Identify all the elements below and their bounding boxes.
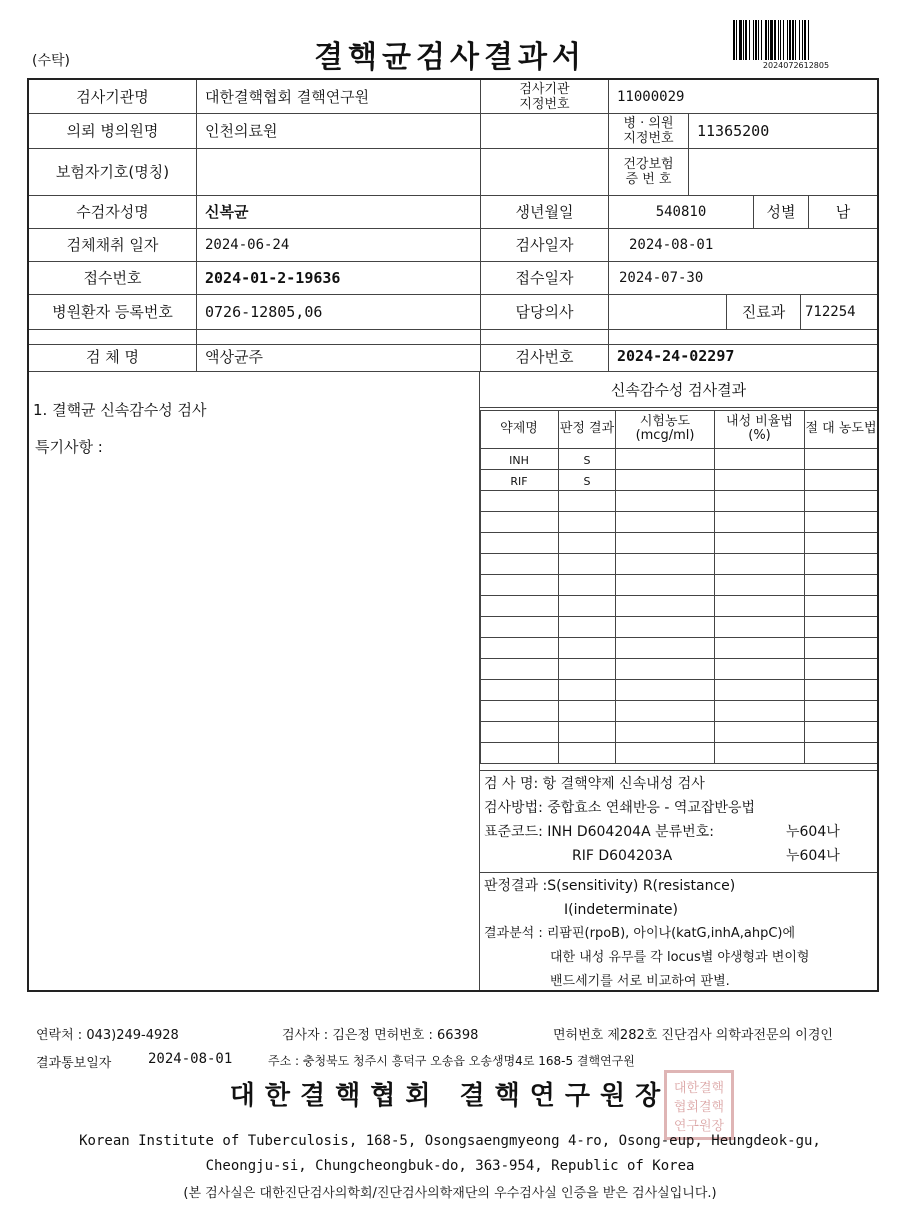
- institution-code-value: 11000029: [617, 88, 685, 105]
- hospital-code-label-line2: 지정번호: [623, 130, 674, 146]
- method-line-2: 검사방법: 중합효소 연쇄반응 - 역교잡반응법: [484, 800, 756, 816]
- english-address-line-1: Korean Institute of Tuberculosis, 168-5, Osongsaengmyeong 4-ro, Osong-eup, Heungdeok-gu,: [79, 1133, 821, 1149]
- institution-label: 검사기관명: [76, 88, 149, 106]
- receipt-number-label: 접수번호: [83, 269, 142, 287]
- result-form: [27, 78, 879, 992]
- remarks-label: 특기사항 :: [35, 437, 103, 456]
- row-1-drug: INH: [509, 453, 529, 467]
- test-title: 1. 결핵균 신속감수성 검사: [33, 400, 207, 419]
- license: 면허번호 제282호 진단검사 의학과전문의 이경인: [553, 1028, 833, 1043]
- doctor-label: 담당의사: [515, 303, 574, 321]
- row-2-result: S: [583, 474, 591, 488]
- hospital-label: 의뢰 병의원명: [66, 122, 159, 140]
- contact: 연락처 : 043)249-4928: [36, 1028, 179, 1043]
- department-label: 진료과: [741, 303, 786, 321]
- interpretation-line-4: 대한 내성 유무를 각 locus별 야생형과 변이형: [550, 950, 810, 965]
- method-line-3-codes: 표준코드: INH D604204A 분류번호:: [484, 824, 714, 840]
- institution-code-label-line2: 지정번호: [519, 96, 570, 112]
- header-test-concentration: 시험농도 (mcg/ml): [635, 414, 695, 443]
- method-line-4-codes: RIF D604203A: [572, 848, 673, 864]
- susceptibility-grid: [480, 410, 877, 768]
- patient-registration-label: 병원환자 등록번호: [52, 303, 173, 321]
- barcode: [732, 20, 860, 60]
- method-line-3-class: 누604나: [786, 824, 840, 840]
- examiner: 검사자 : 김은정 면허번호 : 66398: [282, 1028, 479, 1043]
- notice-date: 2024-08-01: [148, 1051, 233, 1067]
- health-insurance-label-line2: 증 번 호: [625, 171, 672, 187]
- interpretation-line-3: 결과분석 : 리팜핀(rpoB), 아이나(katG,inhA,ahpC)에: [484, 926, 796, 941]
- exam-number-value: 2024-24-02297: [617, 347, 735, 365]
- institution-code-label-line1: 검사기관: [519, 81, 570, 97]
- receipt-label: (수탁): [32, 53, 70, 69]
- institution-value: 대한결핵협회 결핵연구원: [205, 88, 370, 106]
- grid-lines: [480, 410, 877, 768]
- header-resistance-ratio: 내성 비율법(%): [726, 414, 793, 443]
- exam-number-label: 검사번호: [515, 347, 574, 366]
- grid-title: 신속감수성 검사결과: [610, 381, 747, 399]
- document-title: 결핵균검사결과서: [314, 40, 586, 75]
- method-line-3: [484, 820, 874, 844]
- interpretation-line-2: I(indeterminate): [564, 902, 679, 918]
- hospital-code-value: 11365200: [697, 121, 770, 140]
- collection-date-label: 검체채취 일자: [66, 236, 159, 254]
- method-line-4: [484, 844, 874, 868]
- institution-code-label: [481, 80, 608, 113]
- row-1-result: S: [583, 453, 591, 467]
- sex-value: 남: [835, 203, 851, 221]
- insured-value: [197, 148, 488, 195]
- insured-label: 보험자기호(명칭): [55, 163, 170, 181]
- address: 주소 : 충청북도 청주시 흥덕구 오송읍 오송생명4로 168-5 결핵연구원: [268, 1054, 635, 1068]
- receipt-date-label: 접수일자: [515, 269, 574, 287]
- exam-date-value: 2024-08-01: [629, 236, 714, 253]
- collection-date-value: 2024-06-24: [205, 236, 290, 253]
- english-address-line-2: Cheongju-si, Chungcheongbuk-do, 363-954, Republic of Korea: [205, 1158, 695, 1174]
- health-insurance-label-line1: 건강보험: [623, 156, 674, 172]
- receipt-number-value: 2024-01-2-19636: [205, 268, 341, 287]
- barcode-number: 2024072612805: [762, 61, 830, 70]
- method-box: [484, 772, 874, 868]
- department-value: 712254: [805, 303, 856, 320]
- dob-value: 540810: [655, 203, 707, 220]
- hospital-code-label: [609, 113, 688, 148]
- sex-label: 성별: [766, 203, 796, 221]
- exam-date-label: 검사일자: [515, 236, 574, 254]
- row-2-drug: RIF: [510, 474, 528, 488]
- doctor-value: [609, 294, 734, 329]
- health-insurance-value: [689, 148, 885, 195]
- method-line-4-class: 누604나: [786, 848, 840, 864]
- hospital-value: 인천의료원: [205, 122, 278, 140]
- specimen-value: 액상균주: [205, 347, 263, 366]
- dob-label: 생년월일: [515, 203, 574, 221]
- header-absolute-concentration: 절 대 농도법: [805, 421, 877, 436]
- patient-name-value: 신복균: [205, 203, 249, 221]
- notice-label: 결과통보일자: [36, 1056, 112, 1071]
- certification-note: (본 검사실은 대한진단검사의학회/진단검사의학재단의 우수검사실 인증을 받은 검사실입니다.): [183, 1186, 717, 1201]
- organization-name: 대한결핵협회 결핵연구원장: [229, 1081, 671, 1111]
- interpretation-box: [484, 874, 874, 994]
- receipt-date-value: 2024-07-30: [619, 269, 704, 286]
- header-drug: 약제명: [500, 421, 538, 436]
- specimen-label: 검 체 명: [85, 347, 139, 366]
- interpretation-line-1: 판정결과 :S(sensitivity) R(resistance): [484, 878, 736, 894]
- health-insurance-label: [609, 148, 688, 195]
- patient-name-label: 수검자성명: [76, 203, 149, 221]
- official-seal: 대한결핵 협회결핵 연구원장: [664, 1070, 734, 1140]
- hospital-code-label-line1: 병 · 의원: [623, 115, 674, 131]
- patient-registration-value: 0726-12805,06: [205, 302, 323, 321]
- method-line-1: 검 사 명: 항 결핵약제 신속내성 검사: [484, 776, 705, 792]
- interpretation-line-5: 밴드세기를 서로 비교하여 판별.: [550, 974, 730, 989]
- header-judgment: 판정 결과: [559, 421, 615, 436]
